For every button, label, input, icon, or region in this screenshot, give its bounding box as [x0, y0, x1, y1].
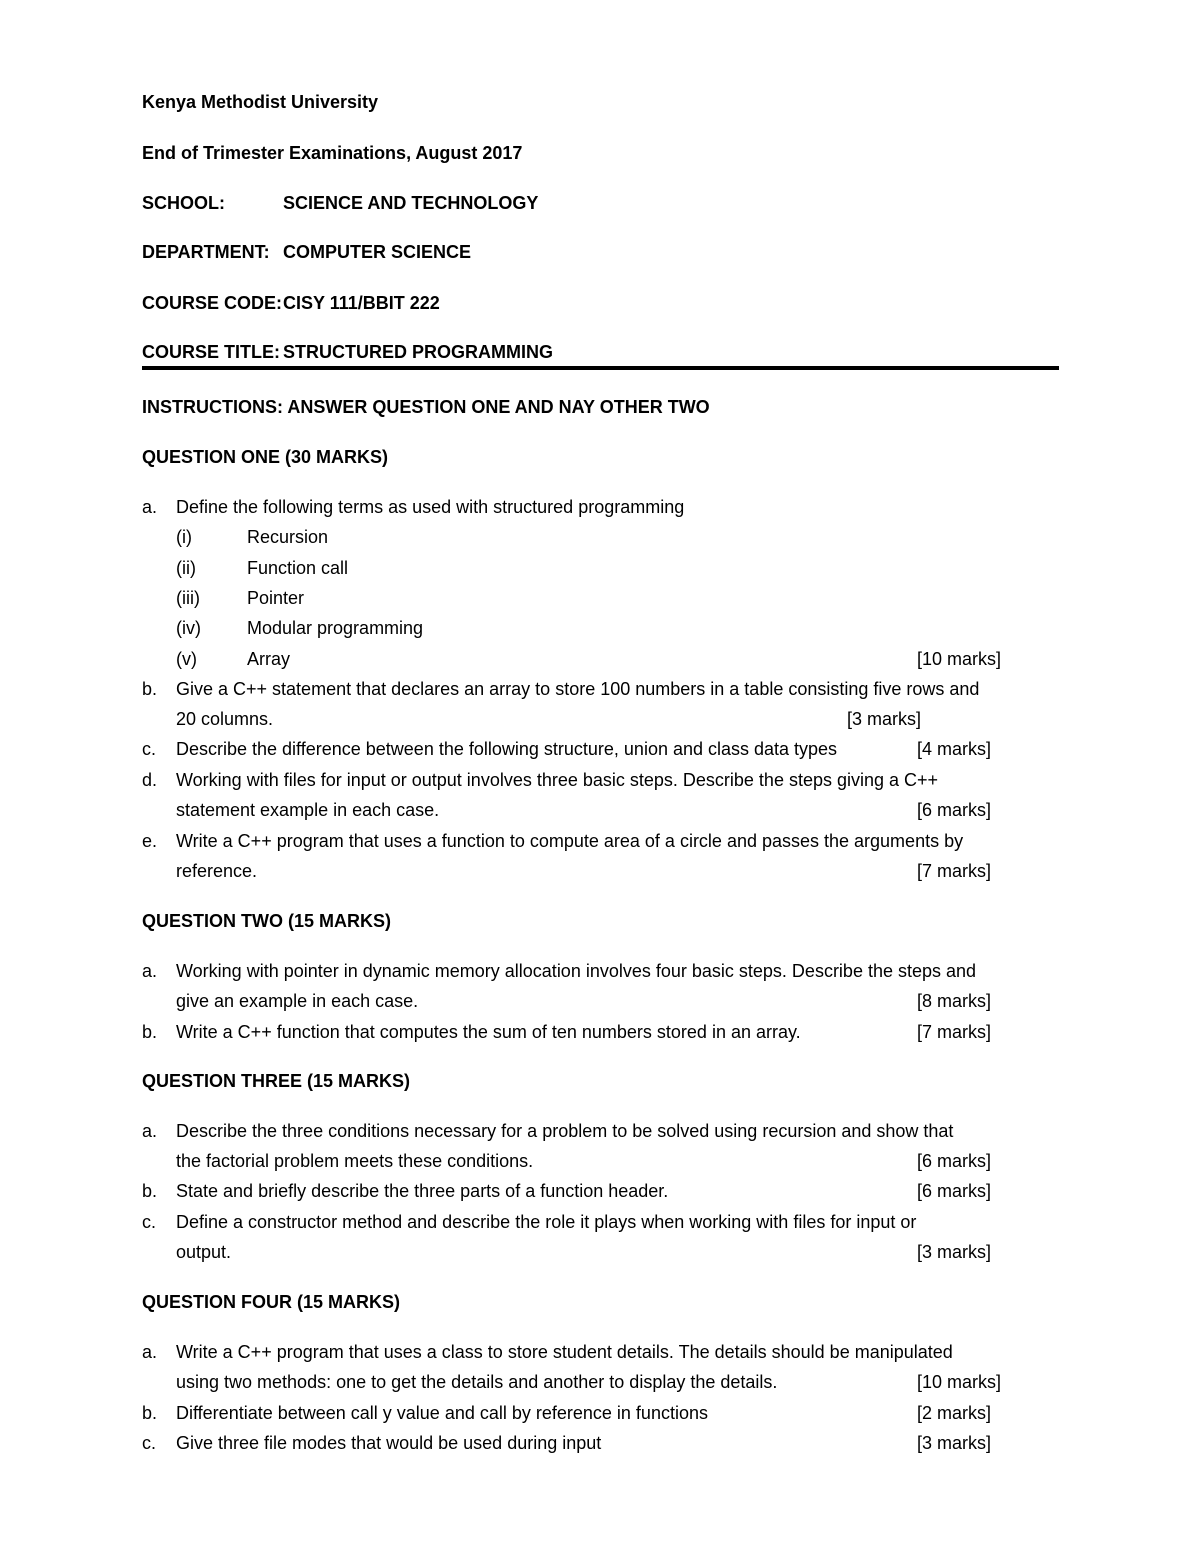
q2b-text: Write a C++ function that computes the sum of ten numbers stored in an array. — [176, 1022, 801, 1042]
course-code-label: COURSE CODE: — [142, 293, 283, 313]
q3c-text-cont: output. — [176, 1242, 232, 1262]
q1b-text-cont: 20 columns. — [176, 709, 274, 729]
school-label: SCHOOL: — [142, 193, 225, 213]
q1a-term-text: Function call — [247, 558, 349, 578]
course-title-label: COURSE TITLE: — [142, 342, 280, 362]
q1d-marks: [6 marks] — [917, 800, 992, 820]
q2b-letter: b. — [142, 1022, 158, 1042]
q1e-text: Write a C++ program that uses a function to compute area of a circle and passes the arguments by — [176, 831, 964, 851]
course-title-value: STRUCTURED PROGRAMMING — [283, 342, 553, 362]
q3a-letter: a. — [142, 1121, 158, 1141]
header-divider — [142, 366, 1059, 370]
q3c-marks: [3 marks] — [917, 1242, 992, 1262]
q1a-term-text: Recursion — [247, 527, 329, 547]
q1a-letter: a. — [142, 497, 158, 517]
q1c-text: Describe the difference between the following structure, union and class data types — [176, 739, 838, 759]
q1e-letter: e. — [142, 831, 158, 851]
q1b-text: Give a C++ statement that declares an array to store 100 numbers in a table consisting five rows and — [176, 679, 980, 699]
q2b-marks: [7 marks] — [917, 1022, 992, 1042]
q3a-marks: [6 marks] — [917, 1151, 992, 1171]
q4-title: QUESTION FOUR (15 MARKS) — [142, 1292, 401, 1312]
q1a-term-num: (i) — [176, 527, 192, 547]
q1c-marks: [4 marks] — [917, 739, 992, 759]
q1a-term-num: (ii) — [176, 558, 196, 578]
q1-title: QUESTION ONE (30 MARKS) — [142, 447, 389, 467]
q3b-letter: b. — [142, 1181, 158, 1201]
q1d-letter: d. — [142, 770, 158, 790]
q4b-text: Differentiate between call y value and call by reference in functions — [176, 1403, 708, 1423]
q4c-letter: c. — [142, 1433, 157, 1453]
q1a-marks: [10 marks] — [917, 649, 1002, 669]
q3-title: QUESTION THREE (15 MARKS) — [142, 1071, 411, 1091]
q1a-term-num: (iv) — [176, 618, 201, 638]
q4a-letter: a. — [142, 1342, 158, 1362]
q1d-text-cont: statement example in each case. — [176, 800, 440, 820]
q4a-text: Write a C++ program that uses a class to store student details. The details should be manipulated — [176, 1342, 953, 1362]
q3a-text-cont: the factorial problem meets these conditions. — [176, 1151, 534, 1171]
q1a-term-num: (v) — [176, 649, 197, 669]
q1a-text: Define the following terms as used with structured programming — [176, 497, 685, 517]
q1d-text: Working with files for input or output involves three basic steps. Describe the steps giving a C++ — [176, 770, 939, 790]
q1a-term-text: Pointer — [247, 588, 305, 608]
q1a-term-text: Array — [247, 649, 291, 669]
university-name: Kenya Methodist University — [142, 92, 379, 112]
q3a-text: Describe the three conditions necessary for a problem to be solved using recursion and show that — [176, 1121, 954, 1141]
q4c-marks: [3 marks] — [917, 1433, 992, 1453]
department-label: DEPARTMENT: — [142, 242, 270, 262]
q1c-letter: c. — [142, 739, 157, 759]
q2-title: QUESTION TWO (15 MARKS) — [142, 911, 392, 931]
q3c-letter: c. — [142, 1212, 157, 1232]
q4b-marks: [2 marks] — [917, 1403, 992, 1423]
q4b-letter: b. — [142, 1403, 158, 1423]
q3c-text: Define a constructor method and describe the role it plays when working with files for input or — [176, 1212, 917, 1232]
instructions: INSTRUCTIONS: ANSWER QUESTION ONE AND NAY OTHER TWO — [142, 397, 710, 417]
q2a-text-cont: give an example in each case. — [176, 991, 419, 1011]
q1b-letter: b. — [142, 679, 158, 699]
course-code-value: CISY 111/BBIT 222 — [283, 293, 440, 313]
q1b-marks: [3 marks] — [847, 709, 922, 729]
q2a-text: Working with pointer in dynamic memory allocation involves four basic steps. Describe the steps and — [176, 961, 977, 981]
q2a-marks: [8 marks] — [917, 991, 992, 1011]
school-value: SCIENCE AND TECHNOLOGY — [283, 193, 539, 213]
q4a-marks: [10 marks] — [917, 1372, 1002, 1392]
q1e-marks: [7 marks] — [917, 861, 992, 881]
exam-title: End of Trimester Examinations, August 2017 — [142, 143, 523, 163]
q3b-text: State and briefly describe the three parts of a function header. — [176, 1181, 669, 1201]
q2a-letter: a. — [142, 961, 158, 981]
q4c-text: Give three file modes that would be used during input — [176, 1433, 602, 1453]
q3b-marks: [6 marks] — [917, 1181, 992, 1201]
q4a-text-cont: using two methods: one to get the details and another to display the details. — [176, 1372, 778, 1392]
department-value: COMPUTER SCIENCE — [283, 242, 472, 262]
q1a-term-num: (iii) — [176, 588, 200, 608]
q1a-term-text: Modular programming — [247, 618, 424, 638]
q1e-text-cont: reference. — [176, 861, 258, 881]
